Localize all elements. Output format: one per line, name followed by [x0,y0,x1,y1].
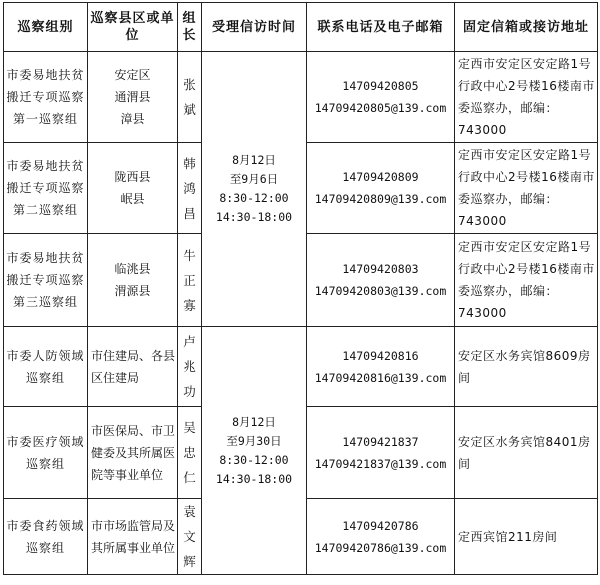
county-line: 渭源县 [114,284,151,298]
address-cell: 安定区水务宾馆8401房间 [455,407,598,499]
address-cell: 定西市安定区安定路1号行政中心2号楼16楼南市委巡察办，邮编：743000 [455,143,598,234]
phone-number: 14709421837 [342,434,419,449]
contact-cell [307,234,455,327]
phone-number: 14709420805 [342,79,419,93]
header-row [4,3,598,52]
leader-cell: 吴忠仁 [178,407,202,499]
time-until: 至9月6日 [229,172,279,186]
email-address: 14709420809@139.com [314,192,447,206]
county-cell [88,52,178,143]
county-cell [88,143,178,234]
header-leader: 组长 [178,3,202,52]
county-line: 陇西县 [114,170,151,184]
table-row [4,52,598,143]
phone-number: 14709420803 [342,262,419,276]
time-am: 8:30-12:00 [219,191,289,205]
phone-number: 14709420809 [342,170,419,184]
leader-cell: 牛正寡 [178,234,202,327]
email-address: 14709420803@139.com [314,284,447,298]
table-row [4,327,598,407]
inspection-schedule-table [3,2,598,575]
address-cell: 定西市安定区安定路1号行政中心2号楼16楼南市委巡察办，邮编：743000 [455,52,598,143]
header-contact: 联系电话及电子邮箱 [307,3,455,52]
county-cell: 市住建局、各县区住建局 [88,327,178,407]
county-cell: 市市场监管局及其所属事业单位 [88,499,178,575]
time-pm: 14:30-18:00 [215,210,293,224]
time-am: 8:30-12:00 [219,452,289,467]
county-line: 通渭县 [114,90,151,104]
email-address: 14709421837@139.com [314,456,447,471]
contact-cell [307,52,455,143]
county-line: 漳县 [120,112,145,126]
group-cell: 市委人防领域巡察组 [4,327,88,407]
time-date: 8月12日 [232,153,276,167]
address-cell: 安定区水务宾馆8609房间 [455,327,598,407]
county-cell [88,234,178,327]
email-address: 14709420786@139.com [314,540,447,555]
county-line: 岷县 [120,192,145,206]
header-county: 巡察县区或单位 [88,3,178,52]
header-time: 受理信访时间 [202,3,307,52]
county-cell: 市医保局、市卫健委及其所属医院等事业单位 [88,407,178,499]
time-cell [202,52,307,327]
time-pm: 14:30-18:00 [215,471,293,486]
group-cell: 市委易地扶贫搬迁专项巡察第二巡察组 [4,143,88,234]
contact-cell [307,143,455,234]
email-address: 14709420816@139.com [314,370,447,385]
leader-cell: 袁文辉 [178,499,202,575]
group-cell: 市委易地扶贫搬迁专项巡察第三巡察组 [4,234,88,327]
email-address: 14709420805@139.com [314,101,447,115]
contact-cell [307,327,455,407]
county-line: 安定区 [114,68,151,82]
contact-cell [307,499,455,575]
phone-number: 14709420816 [342,348,419,363]
county-line: 临洮县 [114,262,151,276]
address-cell: 定西市安定区安定路1号行政中心2号楼16楼南市委巡察办，邮编：743000 [455,234,598,327]
group-cell: 市委医疗领域巡察组 [4,407,88,499]
leader-cell: 张斌 [178,52,202,143]
address-cell: 定西宾馆211房间 [455,499,598,575]
group-cell: 市委食药领域巡察组 [4,499,88,575]
leader-cell: 韩鸿昌 [178,143,202,234]
leader-cell: 卢兆功 [178,327,202,407]
phone-number: 14709420786 [342,518,419,533]
header-address: 固定信箱或接访地址 [455,3,598,52]
group-cell: 市委易地扶贫搬迁专项巡察第一巡察组 [4,52,88,143]
time-until: 至9月30日 [226,433,282,448]
time-cell [202,327,307,575]
time-date: 8月12日 [232,414,276,429]
contact-cell [307,407,455,499]
header-group: 巡察组别 [4,3,88,52]
